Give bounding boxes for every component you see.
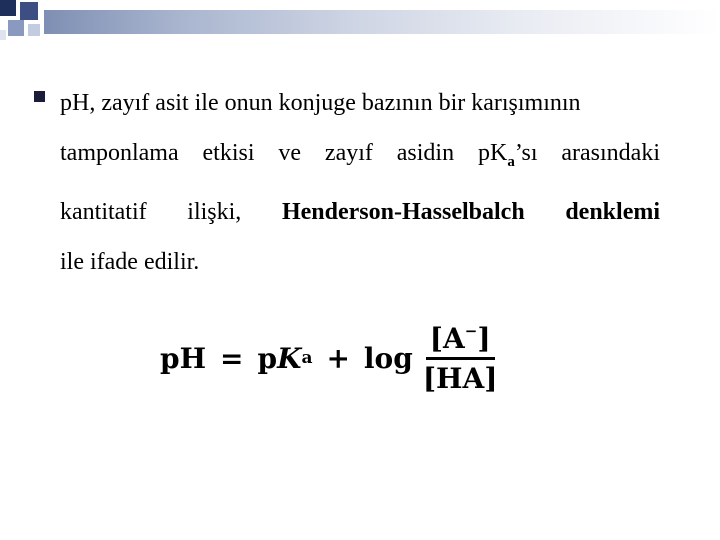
numerator-close: ] [477,321,491,355]
formula-denominator: [HA] [422,361,498,395]
formula-k-subscript: a [301,348,313,368]
formula-plus: + [326,341,350,375]
header-gradient-band [44,10,720,34]
header-decoration [0,0,720,48]
paragraph-line-1: pH, zayıf asit ile onun konjuge bazının bir karışımının [60,90,581,116]
line2-start: tamponlama etkisi ve zayıf asidin pK [60,140,508,166]
formula-equals: = [220,341,244,375]
henderson-hasselbalch-formula [160,308,498,408]
formula-lhs: pH [160,341,207,375]
line3-start: kantitatif ilişki, [60,199,242,225]
pka-subscript: a [507,154,515,170]
equation-name: Henderson-Hasselbalch denklemi [281,199,661,225]
decor-square [0,0,16,16]
paragraph-line-3 [60,187,660,237]
line2-end: ’sı arasındaki [514,140,660,166]
decor-square [0,30,6,40]
formula-log: log [363,341,413,375]
formula-numerator [426,322,495,360]
bullet-paragraph [60,78,660,287]
decor-square [8,20,24,36]
numerator-base: [A [429,321,465,355]
formula-k: K [277,341,302,375]
decor-square [28,24,40,36]
paragraph-line-2 [60,128,660,187]
decor-square [20,2,38,20]
formula-p: p [257,341,278,375]
paragraph-line-4: ile ifade edilir. [60,249,200,275]
formula-fraction [423,322,498,395]
square-bullet-icon [34,91,45,102]
numerator-superscript: − [464,321,478,340]
